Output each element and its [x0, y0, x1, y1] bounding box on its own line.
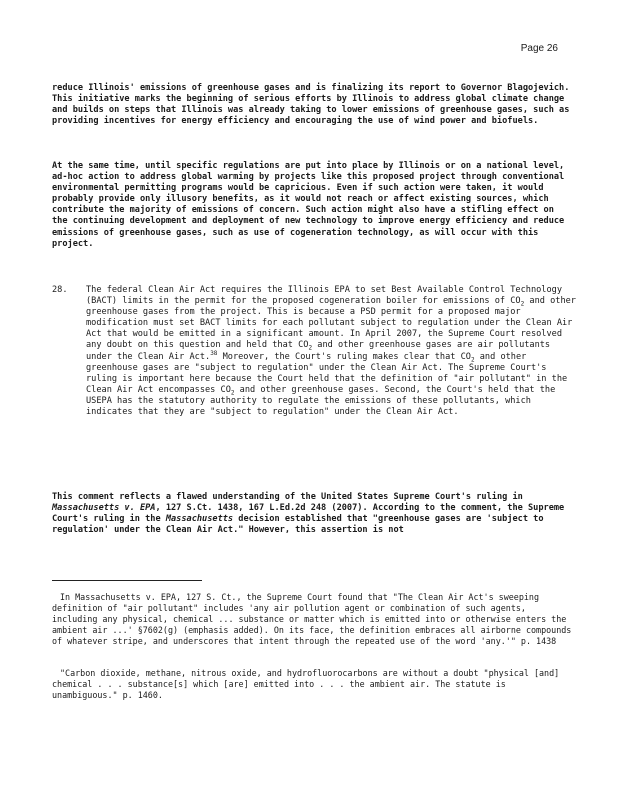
footnote-paragraph-1: In Massachusetts v. EPA, 127 S. Ct., the Supreme Court found that "The Clean Air Act's sweeping definition of "air pollutant" includes 'any air pollution agent or combination of such agents, including any physical, chemical ... substance or matter which is emitted into or otherwise enters the ambient air ...' §7602(g) (emphasis added). On its face, the definition embraces all airborne compounds of whatever stripe, and underscores that intent through the repeated use of the word 'any.'" p. 1438 [52, 592, 572, 646]
case-citation-short: Massachusetts [165, 514, 234, 525]
page-number: Page 26 [520, 43, 558, 54]
paragraph-1: reduce Illinois' emissions of greenhouse gases and is finalizing its report to Governor Blagojevich. This initiative marks the beginning of serious efforts by Illinois to address global climate change and builds on steps that Illinois was already taking to lower emissions of greenhouse gases, such as providing incentives for energy efficiency and encouraging the use of wind power and biofuels. [52, 83, 570, 127]
case-citation: Massachusetts v. EPA [52, 503, 156, 514]
comment-body: The federal Clean Air Act requires the Illinois EPA to set Best Available Control Technology (BACT) limits in the permit for the proposed cogeneration boiler for emissions of $CO_2$ and other greenhouse gases from the project. This is because a PSD permit for a proposed major modification must set BACT limits for each pollutant subject to regulation under the Clean Air Act that would be emitted in a significant amount. In April 2007, the Supreme Court resolved any doubt on this question and held that $CO_2$ and other greenhouse gases are air pollutants under the Clean Air Act.$^{38}$ Moreover, the Court's ruling makes clear that $CO_2$ and other greenhouse gases are "subject to regulation" under the Clean Air Act. The Supreme Court's ruling is important here because the Court held that the definition of "air pollutant" in the Clean Air Act encompasses $CO_2$ and other greenhouse gases. Second, the Court's held that the USEPA has the statutory authority to regulate the emissions of these pollutants, which indicates that they are "subject to regulation" under the Clean Air Act. [86, 285, 576, 418]
response-paragraph: This comment reflects a flawed understanding of the United States Supreme Court's ruling in Massachusetts v. EPA, 127 S.Ct. 1438, 167 L.Ed.2d 248 (2007). According to the comment, the Supreme Court's ruling in the Massachusetts decision established that "greenhouse gases are 'subject to regulation' under the Clean Air Act." However, this assertion is not [52, 492, 565, 536]
footnote-paragraph-2: "Carbon dioxide, methane, nitrous oxide, and hydrofluorocarbons are without a doubt "physical [and] chemical . . . substance[s] which [are] emitted into . . . the ambient air. The statute is unambiguous." p. 1460. [52, 668, 560, 700]
footnote-reference: 38 [210, 349, 218, 357]
paragraph-2: At the same time, until specific regulations are put into place by Illinois or on a national level, ad-hoc action to address global warming by projects like this proposed project through conventional environmental permitting programs would be capricious. Even if such action were taken, it would probably provide only illusory benefits, as it would not reach or affect existing sources, which contribute the majority of emissions of concern. Such action might also have a stifling effect on the continuing development and deployment of new technology to improve energy efficiency and reduce emissions of greenhouse gases, such as use of cogeneration technology, as will occur with this project. [52, 161, 565, 249]
comment-number: 28. [52, 285, 68, 295]
footnote-divider [52, 580, 202, 581]
